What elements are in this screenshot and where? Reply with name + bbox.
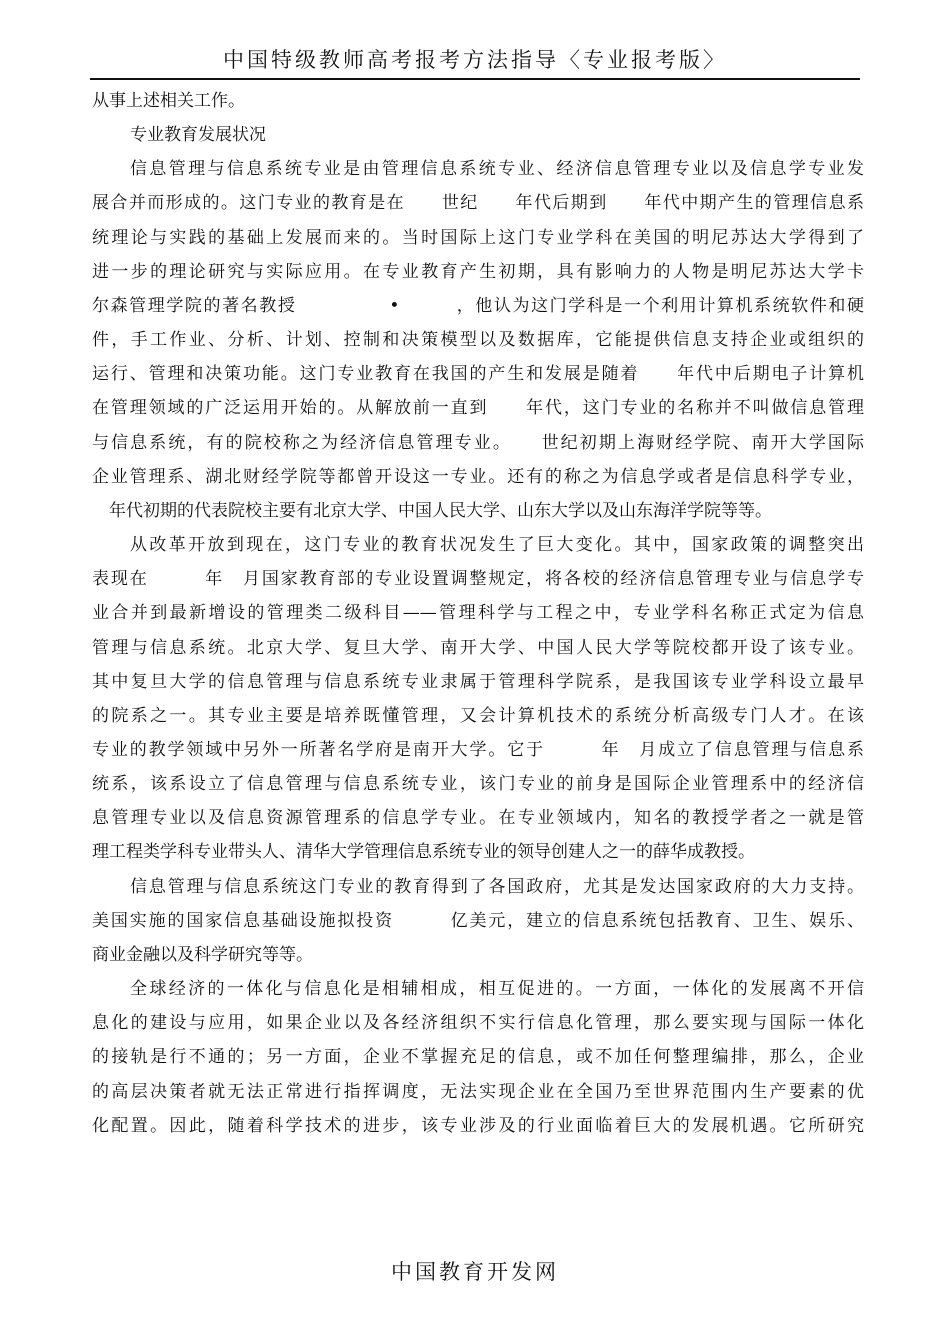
header-rule (90, 78, 860, 80)
text-line: 专业的教学领域中另外一所著名学府是南开大学。它于 年 月成立了信息管理与信息系 (92, 739, 864, 760)
text-line: 在管理领域的广泛运用开始的。从解放前一直到 年代，这门专业的名称并不叫做信息管理 (92, 398, 864, 419)
text-line: 表现在 年 月国家教育部的专业设置调整规定，将各校的经济信息管理专业与信息学专 (92, 569, 864, 590)
text-line: 息化的建设与应用，如果企业以及各经济组织不实行信息化管理，那么要实现与国际一体化 (92, 1013, 864, 1034)
text-line: 信息管理与信息系统这门专业的教育得到了各国政府，尤其是发达国家政府的大力支持。 (130, 876, 864, 897)
text-line: 的接轨是行不通的；另一方面，企业不掌握充足的信息，或不加任何整理编排，那么，企业 (92, 1047, 864, 1068)
text-line: 业合并到最新增设的管理类二级科目——管理科学与工程之中，专业学科名称正式定为信息 (92, 603, 864, 624)
text-line: 与信息系统，有的院校称之为经济信息管理专业。 世纪初期上海财经学院、南开大学国际 (92, 432, 864, 453)
text-line: 尔森管理学院的著名教授 • ，他认为这门学科是一个利用计算机系统软件和硬 (92, 295, 864, 316)
text-line: 运行、管理和决策功能。这门专业教育在我国的产生和发展是随着 年代中后期电子计算机 (92, 364, 864, 385)
text-line: 年代初期的代表院校主要有北京大学、中国人民大学、山东大学以及山东海洋学院等等。 (92, 500, 772, 521)
text-line: 美国实施的国家信息基础设施拟投资 亿美元，建立的信息系统包括教育、卫生、娱乐、 (92, 910, 864, 931)
text-line: 的院系之一。其专业主要是培养既懂管理，又会计算机技术的系统分析高级专门人才。在该 (92, 705, 864, 726)
text-line: 企业管理系、湖北财经学院等都曾开设这一专业。还有的称之为信息学或者是信息科学专业， (92, 466, 864, 487)
page-footer: 中国教育开发网 (391, 1260, 559, 1284)
text-line: 专业教育发展状况 (130, 125, 266, 146)
text-line: 理工程类学科专业带头人、清华大学管理信息系统专业的领导创建人之一的薛华成教授。 (92, 842, 755, 863)
text-line: 息管理专业以及信息资源管理系的信息学专业。在专业领域内，知名的教授学者之一就是管 (92, 808, 864, 829)
text-line: 统系，该系设立了信息管理与信息系统专业，该门专业的前身是国际企业管理系中的经济信 (92, 774, 864, 795)
text-line: 商业金融以及科学研究等等。 (92, 944, 313, 965)
text-line: 展合并而形成的。这门专业的教育是在 世纪 年代后期到 年代中期产生的管理信息系 (92, 193, 864, 214)
text-line: 的高层决策者就无法正常进行指挥调度，无法实现企业在全国乃至世界范围内生产要素的优 (92, 1081, 864, 1102)
body-text (92, 84, 864, 1143)
text-line: 从事上述相关工作。 (92, 91, 245, 111)
text-line: 进一步的理论研究与实际应用。在专业教育产生初期，具有影响力的人物是明尼苏达大学卡 (92, 261, 864, 282)
text-line: 化配置。因此，随着科学技术的进步，该专业涉及的行业面临着巨大的发展机遇。它所研究 (92, 1115, 864, 1136)
text-line: 全球经济的一体化与信息化是相辅相成，相互促进的。一方面，一体化的发展离不开信 (130, 979, 864, 1000)
text-line: 管理与信息系统。北京大学、复旦大学、南开大学、中国人民大学等院校都开设了该专业。 (92, 637, 864, 658)
text-line: 信息管理与信息系统专业是由管理信息系统专业、经济信息管理专业以及信息学专业发 (130, 159, 864, 180)
text-line: 件，手工作业、分析、计划、控制和决策模型以及数据库，它能提供信息支持企业或组织的 (92, 330, 864, 351)
page-header-title: 中国特级教师高考报考方法指导〈专业报考版〉 (223, 48, 727, 72)
text-line: 其中复旦大学的信息管理与信息系统专业隶属于管理科学院系，是我国该专业学科设立最早 (92, 671, 864, 692)
text-line: 统理论与实践的基础上发展而来的。当时国际上这门专业学科在美国的明尼苏达大学得到了 (92, 227, 864, 248)
text-line: 从改革开放到现在，这门专业的教育状况发生了巨大变化。其中，国家政策的调整突出 (130, 535, 864, 556)
